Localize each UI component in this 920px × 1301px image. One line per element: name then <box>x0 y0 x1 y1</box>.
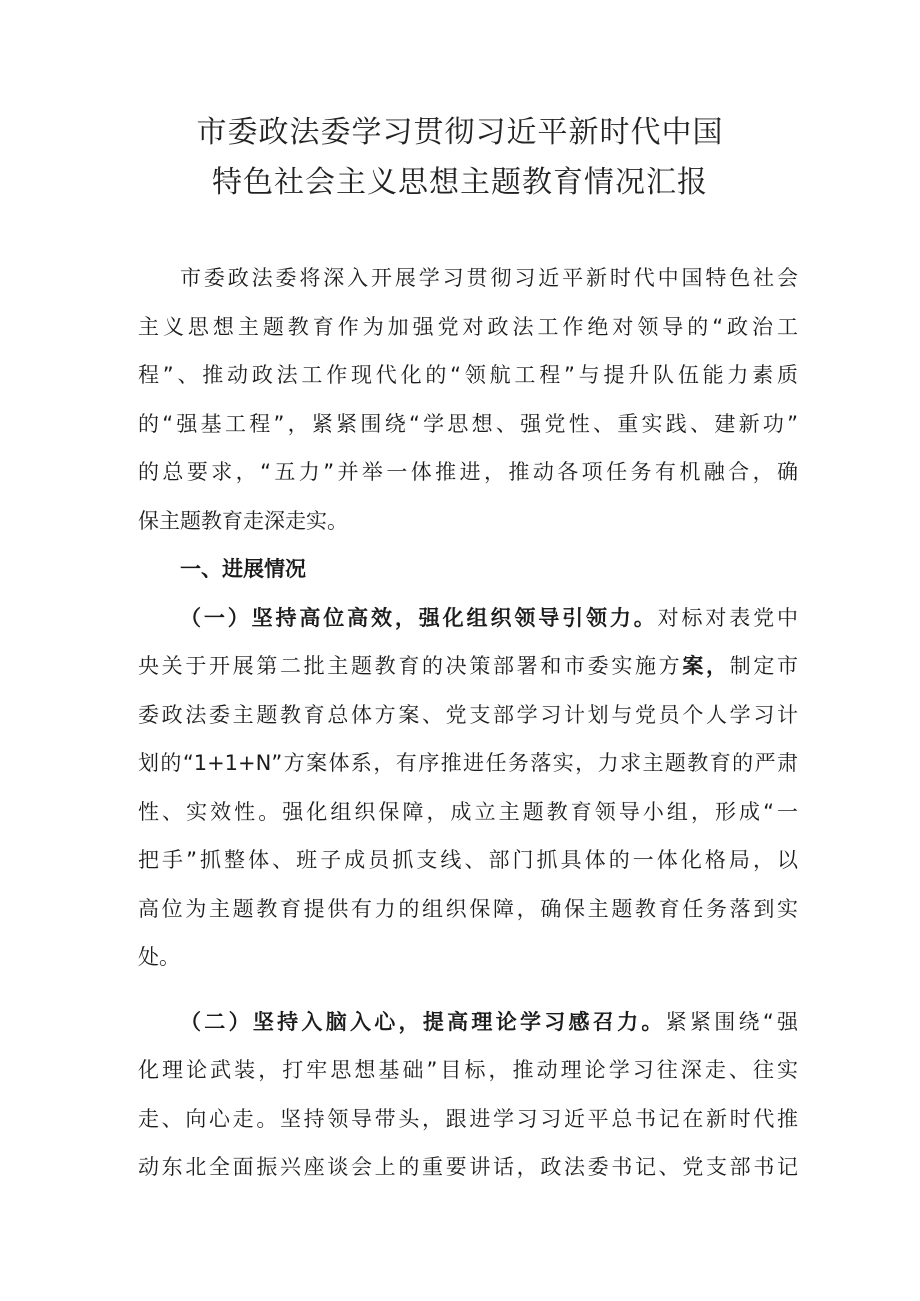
intro-line: 市委政法委将深入开展学习贯彻习近平新时代中国特色社会 <box>180 266 798 290</box>
subsection-2-text: 紧紧围绕“强 <box>665 1009 798 1034</box>
line-text: 央关于开展第二批主题教育的决策部署和市委实施方 <box>138 654 683 678</box>
subsection-1-line: 高位为主题教育提供有力的组织保障，确保主题教育任务落到实 <box>138 896 798 921</box>
line-text: 制定市 <box>729 654 799 678</box>
subsection-1 <box>138 594 798 982</box>
subsection-2-line: 走、向心走。坚持领导带头，跟进学习习近平总书记在新时代推 <box>138 1106 798 1131</box>
subsection-2-line: 动东北全面振兴座谈会上的重要讲话，政法委书记、党支部书记 <box>138 1155 798 1179</box>
intro-line: 的总要求，“五力”并举一体推进，推动各项任务有机融合，确 <box>138 460 798 484</box>
subsection-1-line: 委政法委主题教育总体方案、党支部学习计划与党员个人学习计 <box>138 702 798 727</box>
subsection-1-line: 处。 <box>138 945 180 969</box>
subsection-2 <box>138 998 798 1192</box>
document-body <box>138 254 798 1192</box>
subsection-1-line <box>138 642 798 691</box>
title-line-1: 市委政法委学习贯彻习近平新时代中国 <box>196 115 724 150</box>
subsection-1-text: 对标对表党中 <box>657 605 799 630</box>
subsection-1-heading: （一）坚持高位高效，强化组织领导引领力。 <box>180 605 658 630</box>
subsection-2-heading: （二）坚持入脑入心，提高理论学习感召力。 <box>180 1009 666 1034</box>
section-heading-progress: 一、进展情况 <box>180 557 306 581</box>
intro-paragraph <box>138 254 798 545</box>
subsection-1-line: 性、实效性。强化组织保障，成立主题教育领导小组，形成“一 <box>138 799 798 824</box>
bold-text: 案， <box>682 654 730 678</box>
subsection-1-line: 把手”抓整体、班子成员抓支线、部门抓具体的一体化格局，以 <box>138 848 798 872</box>
subsection-1-first-line <box>138 594 798 643</box>
intro-line: 主义思想主题教育作为加强党对政法工作绝对领导的“政治工 <box>138 314 798 339</box>
intro-line: 的“强基工程”，紧紧围绕“学思想、强党性、重实践、建新功” <box>138 411 798 436</box>
intro-line: 程”、推动政法工作现代化的“领航工程”与提升队伍能力素质 <box>138 363 798 387</box>
subsection-1-line: 划的“1+1+N”方案体系，有序推进任务落实，力求主题教育的严肃 <box>138 751 798 775</box>
paragraph-gap <box>138 982 798 998</box>
subsection-2-line: 化理论武装，打牢思想基础”目标，推动理论学习往深走、往实 <box>138 1058 798 1082</box>
document-title <box>120 108 800 208</box>
title-line-2: 特色社会主义思想主题教育情况汇报 <box>212 165 708 200</box>
intro-line: 保主题教育走深走实。 <box>138 508 348 533</box>
subsection-2-first-line <box>138 998 798 1047</box>
